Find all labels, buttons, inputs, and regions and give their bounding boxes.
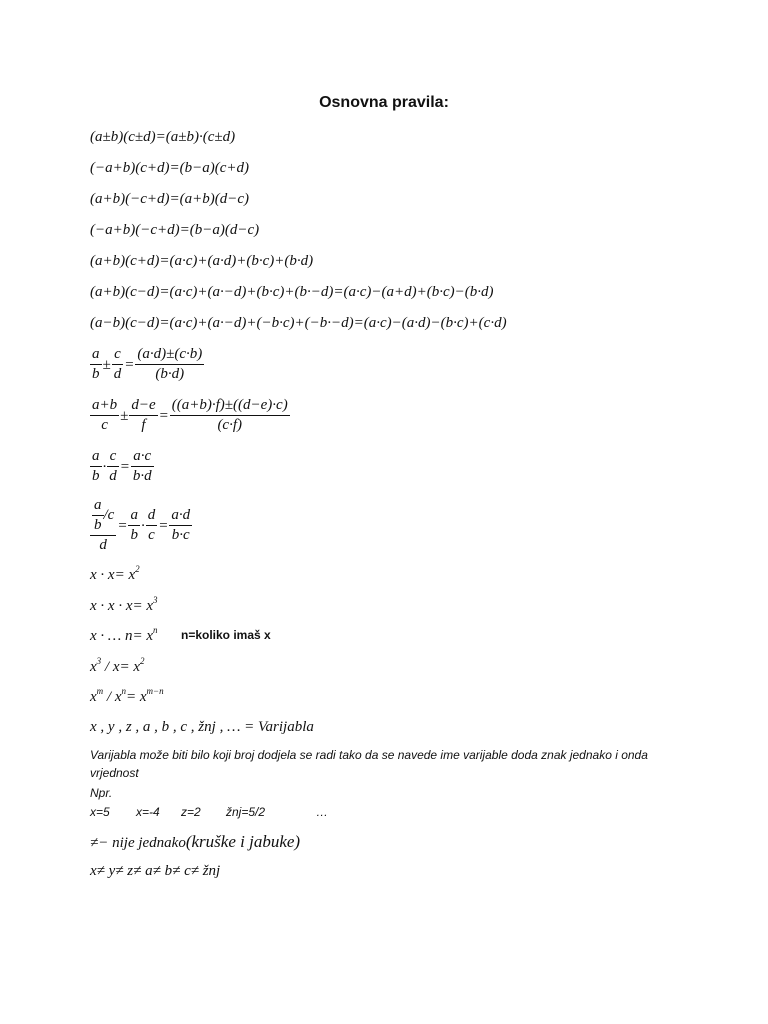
fraction: [107, 447, 119, 486]
expression: x · x · x= x: [90, 598, 154, 614]
denominator: b·c: [169, 525, 192, 545]
base: x: [90, 689, 97, 705]
example-4: žnj=5/2: [226, 805, 266, 819]
power-rule-4: [90, 658, 145, 676]
fraction: [170, 396, 290, 435]
power-rule-2: [90, 597, 158, 615]
compound-fraction: [90, 496, 116, 555]
exponent: m−n: [146, 686, 164, 696]
not-equal-chain: x≠ y≠ z≠ a≠ b≠ c≠ žnj: [90, 863, 221, 879]
numerator: a: [92, 346, 100, 362]
fraction: [131, 447, 154, 486]
expression: / x= x: [101, 659, 141, 675]
fraction-rule-4: [90, 496, 192, 555]
exponent: n: [153, 625, 158, 635]
fraction: [112, 345, 124, 384]
power-rule-3: [90, 627, 158, 645]
variables-line: x , y , z , a , b , c , žnj , … = Varijabla: [90, 719, 314, 735]
example-ellipsis: …: [316, 805, 328, 819]
not-equal-line: [90, 833, 300, 852]
fraction: [135, 345, 204, 384]
fraction: [128, 506, 140, 545]
example-2: x=-4: [136, 805, 160, 819]
exponent: 2: [135, 564, 140, 574]
equals: =: [158, 517, 169, 534]
fraction: [90, 396, 119, 435]
operator: ±: [102, 356, 111, 373]
denominator: (c·f): [170, 415, 290, 435]
numerator: a·c: [133, 448, 152, 464]
numerator: ((a+b)·f)±((d−e)·c): [171, 397, 288, 413]
rule-6: (a+b)(c−d)=(a·c)+(a·−d)+(b·c)+(b·−d)=(a·c)−(a+d)+(b·c)−(b·d): [90, 284, 494, 300]
denominator: c: [146, 525, 158, 545]
denominator: (b·d): [135, 364, 204, 384]
fraction: [129, 396, 157, 435]
equals: =: [158, 407, 169, 424]
exponent: m: [96, 686, 104, 696]
expression: x · … n= x: [90, 628, 154, 644]
divide-by: /c: [103, 506, 115, 523]
numerator: a: [92, 448, 100, 464]
numerator: c: [114, 346, 121, 362]
rule-7: (a−b)(c−d)=(a·c)+(a·−d)+(−b·c)+(−b·−d)=(a·c)−(a·d)−(b·c)+(c·d): [90, 315, 507, 331]
numerator: (a·d)±(c·b): [137, 346, 203, 362]
numerator: a: [94, 497, 102, 513]
not-equal-example: (kruške i jabuke): [185, 832, 301, 851]
numerator: [90, 496, 116, 535]
numerator: c: [109, 448, 117, 464]
npr-label: Npr.: [90, 786, 113, 800]
denominator: d: [90, 535, 116, 555]
equals: =: [124, 356, 135, 373]
rule-5: (a+b)(c+d)=(a·c)+(a·d)+(b·c)+(b·d): [90, 253, 314, 269]
fraction: [146, 506, 158, 545]
power-note: n=koliko imaš x: [181, 628, 271, 642]
denominator: c: [90, 415, 119, 435]
numerator: d−e: [131, 397, 156, 413]
rule-1: (a±b)(c±d)=(a±b)·(c±d): [90, 129, 236, 145]
expression: = x: [126, 689, 147, 705]
operator: ·: [140, 517, 145, 534]
fraction: [90, 447, 102, 486]
fraction-rule-1: [90, 345, 204, 384]
denominator: b·d: [132, 468, 152, 484]
fraction-rule-3: [90, 447, 154, 486]
denominator: b: [92, 468, 100, 484]
example-3: z=2: [181, 805, 201, 819]
equals: =: [119, 458, 130, 475]
exponent: 3: [96, 656, 102, 666]
power-rule-5: [90, 688, 164, 706]
example-1: x=5: [90, 805, 110, 819]
exponent: 2: [140, 656, 145, 666]
not-equal-text: ≠− nije jednako: [90, 835, 186, 851]
denominator: d: [113, 366, 122, 382]
numerator: a: [130, 507, 138, 523]
denominator: f: [129, 415, 157, 435]
power-rule-1: [90, 566, 140, 584]
base: x: [90, 659, 97, 675]
rule-4: (−a+b)(−c+d)=(b−a)(d−c): [90, 222, 260, 238]
denominator: b: [94, 517, 102, 533]
numerator: a·d: [171, 507, 191, 523]
denominator: b: [92, 366, 100, 382]
denominator: b: [130, 527, 138, 543]
operator: ±: [120, 407, 129, 424]
page-title: Osnovna pravila:: [319, 94, 449, 111]
rule-2: (−a+b)(c+d)=(b−a)(c+d): [90, 160, 250, 176]
operator: ·: [102, 458, 107, 475]
fraction-rule-2: [90, 396, 290, 435]
numerator: d: [147, 507, 156, 523]
rule-3: (a+b)(−c+d)=(a+b)(d−c): [90, 191, 250, 207]
expression: / x: [103, 689, 122, 705]
expression: x · x= x: [90, 567, 136, 583]
inner-fraction: [92, 496, 104, 535]
numerator: a+b: [92, 397, 118, 413]
fraction: [90, 345, 102, 384]
denominator: d: [109, 468, 117, 484]
variable-description: Varijabla može biti bilo koji broj dodjela se radi tako da se navede ime varijable doda znak jednako i onda vrjednost: [90, 748, 648, 780]
exponent: 3: [153, 595, 158, 605]
equals: =: [117, 517, 128, 534]
fraction: [169, 506, 192, 545]
exponent: n: [121, 686, 126, 696]
